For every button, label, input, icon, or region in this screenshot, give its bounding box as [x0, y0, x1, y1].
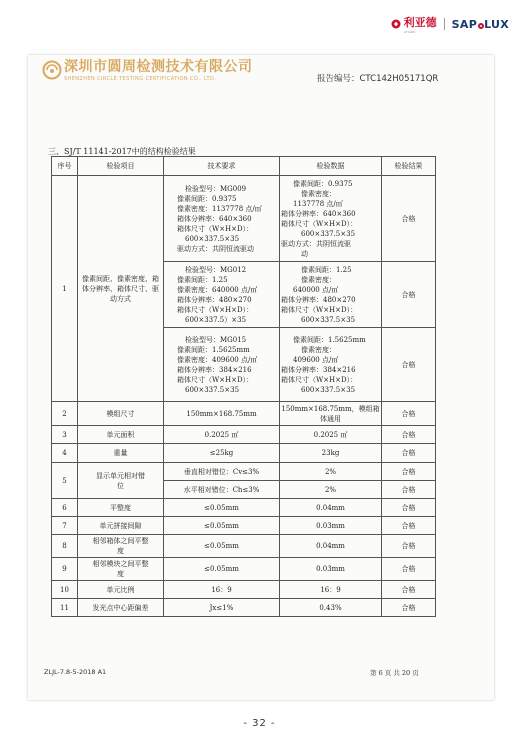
result-cell: 合格 — [382, 481, 436, 499]
requirement-cell: 垂直相对错位：Cv≤3% — [164, 463, 280, 481]
data-cell: 0.04mm — [280, 535, 382, 558]
req-line: 600×337.5）×35 — [185, 315, 247, 324]
row-no: 6 — [52, 499, 78, 517]
result-cell: 合格 — [382, 328, 436, 402]
result-cell: 合格 — [382, 558, 436, 581]
req-line: 像素间距：1.25 — [177, 275, 228, 284]
result-cell: 合格 — [382, 535, 436, 558]
data-line: 600×337.5×35 — [301, 229, 356, 238]
req-line: 检验型号：MG012 — [185, 265, 247, 274]
data-line: 1137778 点/㎡ — [293, 199, 343, 208]
req-line: 600×337.5×35 — [185, 234, 240, 243]
req-line: 像素间距：0.9375 — [177, 194, 237, 203]
data-line: 箱体分辨率：480×270 — [281, 295, 356, 304]
data-cell: 150mm×168.75mm，模组箱体通用 — [280, 402, 382, 426]
row-item: 模组尺寸 — [78, 402, 164, 426]
table-row — [52, 535, 436, 558]
row-item: 单元面积 — [78, 426, 164, 444]
data-cell — [280, 328, 382, 402]
saphlux-name-post: LUX — [484, 17, 509, 31]
data-cell: 2% — [280, 481, 382, 499]
requirement-cell: ≤25kg — [164, 444, 280, 463]
data-line: 像素密度： — [301, 345, 336, 354]
row-no: 3 — [52, 426, 78, 444]
row-item: 发光点中心距偏差 — [78, 599, 164, 617]
table-row — [52, 176, 436, 262]
document-code: ZLJL-7.8-5-2018 A1 — [44, 668, 107, 676]
req-line: 箱体尺寸（W×H×D）： — [177, 375, 254, 384]
data-line: 驱动方式：共阴恒流驱 — [281, 239, 351, 248]
header-result: 检验结果 — [382, 157, 436, 176]
req-line: 箱体尺寸（W×H×D）： — [177, 224, 254, 233]
result-cell: 合格 — [382, 499, 436, 517]
saphlux-name-pre: SAP — [451, 17, 478, 31]
requirement-cell: 150mm×168.75mm — [164, 402, 280, 426]
data-line: 箱体尺寸（W×H×D）： — [281, 219, 358, 228]
data-line: 像素间距：1.25 — [301, 265, 352, 274]
row-item: 平整度 — [78, 499, 164, 517]
requirement-cell: Jx≤1% — [164, 599, 280, 617]
data-cell: 0.04mm — [280, 499, 382, 517]
table-row — [52, 426, 436, 444]
page-info: 第 6 页 共 20 页 — [370, 669, 419, 677]
data-line: 像素密度： — [301, 189, 336, 198]
table-row — [52, 517, 436, 535]
lab-logo-icon — [42, 60, 62, 80]
report-number: 报告编号：CTC142H05171QR — [317, 74, 439, 84]
data-cell — [280, 262, 382, 328]
results-table — [51, 156, 436, 617]
req-line: 箱体分辨率：480×270 — [177, 295, 252, 304]
result-cell: 合格 — [382, 581, 436, 599]
data-line: 箱体尺寸（W×H×D）： — [281, 305, 358, 314]
data-cell: 0.03mm — [280, 558, 382, 581]
brand-bar — [391, 14, 509, 34]
table-row — [52, 499, 436, 517]
section-title: 三、SJ/T 11141-2017中的结构检验结果 — [48, 147, 196, 156]
requirement-cell: ≤0.05mm — [164, 535, 280, 558]
req-line: 像素间距：1.5625mm — [177, 345, 250, 354]
req-line: 600×337.5×35 — [185, 385, 240, 394]
result-cell: 合格 — [382, 426, 436, 444]
result-cell: 合格 — [382, 176, 436, 262]
requirement-cell: ≤0.05mm — [164, 499, 280, 517]
row-item: 单元拼接间隙 — [78, 517, 164, 535]
req-line: 像素密度：409600 点/㎡ — [177, 355, 258, 364]
leyard-name: 利亚德 — [403, 16, 437, 29]
row-item: 重量 — [78, 444, 164, 463]
data-line: 600×337.5×35 — [301, 385, 356, 394]
req-line: 检验型号：MG009 — [185, 184, 247, 193]
brand-separator — [444, 18, 445, 30]
row-no: 11 — [52, 599, 78, 617]
lab-logo — [42, 60, 253, 82]
requirement-cell — [164, 262, 280, 328]
requirement-cell: 水平相对错位：Ch≤3% — [164, 481, 280, 499]
table-row — [52, 402, 436, 426]
lab-name-cn: 深圳市圆周检测技术有限公司 — [64, 59, 253, 75]
requirement-cell — [164, 176, 280, 262]
data-line: 箱体分辨率：384×216 — [281, 365, 356, 374]
leyard-sub: LEYARD — [403, 30, 416, 34]
data-line: 像素密度： — [301, 275, 336, 284]
data-line: 箱体分辨率：640×360 — [281, 209, 356, 218]
req-line: 像素密度：640000 点/㎡ — [177, 285, 258, 294]
row-no: 2 — [52, 402, 78, 426]
data-cell: 16：9 — [280, 581, 382, 599]
req-line: 箱体尺寸（W×H×D）： — [177, 305, 254, 314]
result-cell: 合格 — [382, 262, 436, 328]
row-no: 4 — [52, 444, 78, 463]
row-no: 5 — [52, 463, 78, 499]
table-row — [52, 558, 436, 581]
table-row — [52, 599, 436, 617]
result-cell: 合格 — [382, 463, 436, 481]
row-no: 9 — [52, 558, 78, 581]
saphlux-brand — [452, 18, 509, 31]
data-line: 409600 点/㎡ — [293, 355, 339, 364]
result-cell: 合格 — [382, 599, 436, 617]
result-cell: 合格 — [382, 402, 436, 426]
requirement-cell: 16：9 — [164, 581, 280, 599]
result-cell: 合格 — [382, 444, 436, 463]
row-item: 显示单元相对错位 — [78, 463, 164, 499]
row-no: 10 — [52, 581, 78, 599]
data-line: 600×337.5×35 — [301, 315, 356, 324]
requirement-cell: 0.2025 ㎡ — [164, 426, 280, 444]
row-no: 8 — [52, 535, 78, 558]
page-number: - 32 - — [243, 718, 276, 729]
table-header-row — [52, 157, 436, 176]
data-cell: 2% — [280, 463, 382, 481]
data-cell: 0.03mm — [280, 517, 382, 535]
data-line: 像素间距：0.9375 — [293, 179, 353, 188]
header-no: 序号 — [52, 157, 78, 176]
req-line: 像素密度：1137778 点/㎡ — [177, 204, 262, 213]
table-row — [52, 444, 436, 463]
header-data: 检验数据 — [280, 157, 382, 176]
data-cell: 23kg — [280, 444, 382, 463]
data-line: 640000 点/㎡ — [293, 285, 339, 294]
data-line: 动 — [301, 249, 308, 258]
req-line: 驱动方式：共阴恒流驱动 — [177, 244, 254, 253]
data-cell: 0.2025 ㎡ — [280, 426, 382, 444]
req-line: 检验型号：MG015 — [185, 335, 247, 344]
table-row — [52, 463, 436, 481]
header-requirement: 技术要求 — [164, 157, 280, 176]
data-line: 箱体尺寸（W×H×D）： — [281, 375, 358, 384]
data-line: 像素间距：1.5625mm — [293, 335, 366, 344]
row-item: 单元比例 — [78, 581, 164, 599]
requirement-cell — [164, 328, 280, 402]
row-item: 相邻箱体之间平整度 — [78, 535, 164, 558]
leyard-logo-icon — [391, 19, 401, 29]
data-cell — [280, 176, 382, 262]
result-cell: 合格 — [382, 517, 436, 535]
lab-name-en: SHENZHEN CIRCLE TESTING CERTIFICATION CO., LTD. — [64, 76, 217, 82]
table-row — [52, 581, 436, 599]
row-no: 7 — [52, 517, 78, 535]
req-line: 箱体分辨率：384×216 — [177, 365, 252, 374]
data-cell: 0.43% — [280, 599, 382, 617]
requirement-cell: ≤0.05mm — [164, 558, 280, 581]
leyard-brand — [391, 14, 437, 34]
requirement-cell: ≤0.05mm — [164, 517, 280, 535]
row-item: 像素间距、像素密度、箱体分辨率、箱体尺寸、驱动方式 — [78, 176, 164, 402]
req-line: 箱体分辨率：640×360 — [177, 214, 252, 223]
saphlux-o-icon — [478, 23, 484, 29]
header-item: 检验项目 — [78, 157, 164, 176]
row-item: 相邻模块之间平整度 — [78, 558, 164, 581]
row-no: 1 — [52, 176, 78, 402]
